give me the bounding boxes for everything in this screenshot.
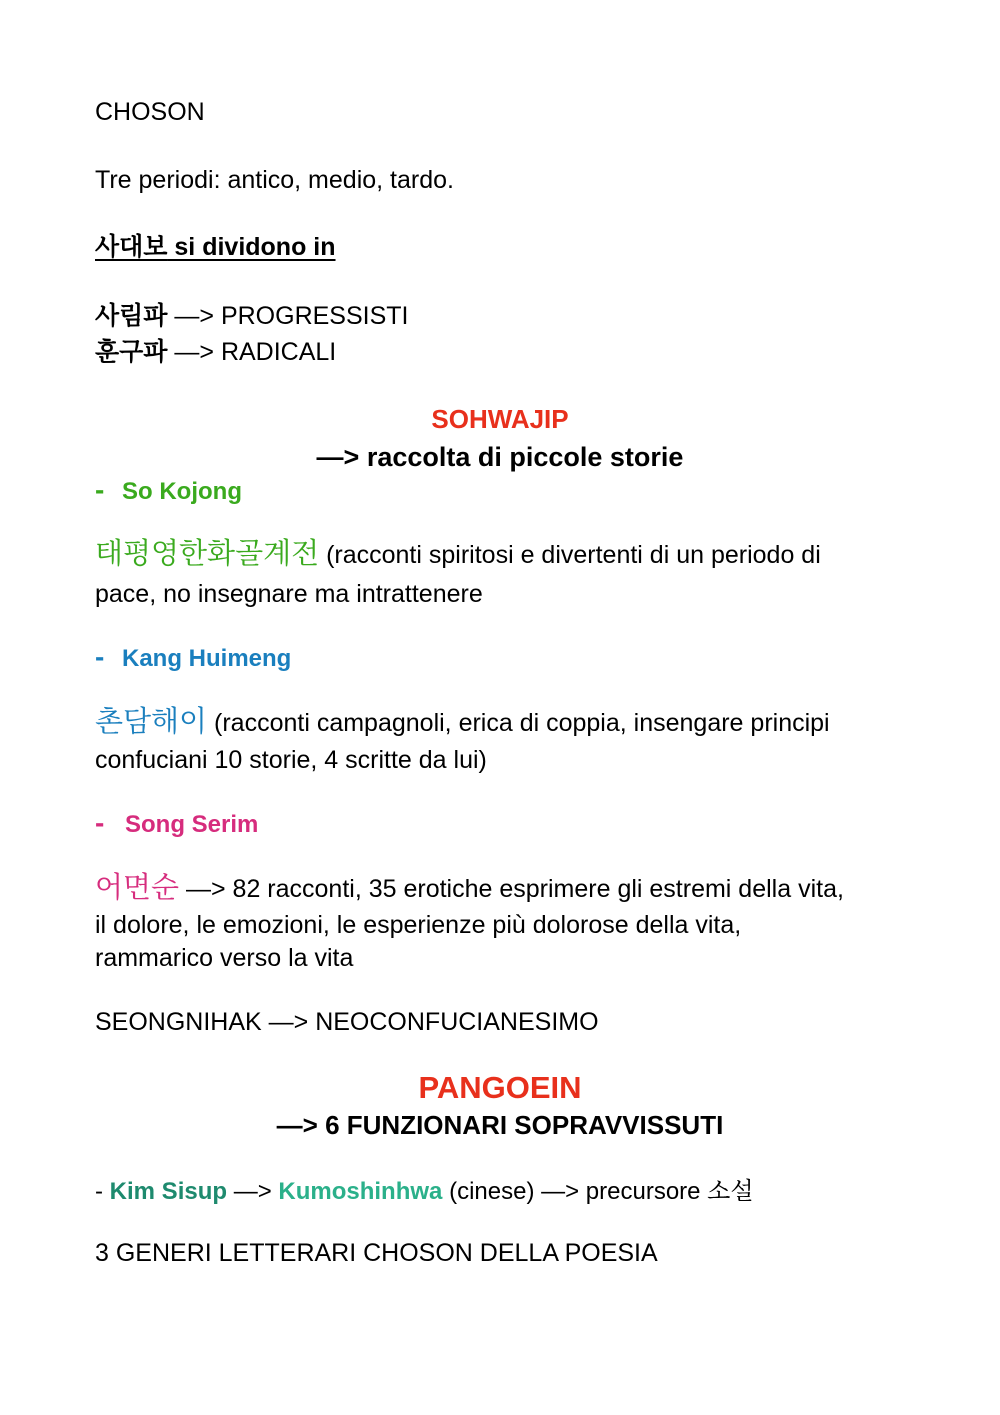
work-desc: (cinese) —> precursore 소설 (442, 1178, 754, 1205)
author-song-serim (95, 807, 258, 841)
faction-line-1 (95, 300, 408, 332)
author-so-kojong (95, 474, 242, 508)
author-name: Kim Sisup (109, 1178, 228, 1205)
bullet-dash: - (95, 474, 105, 505)
bullet-dash: - (95, 807, 105, 838)
work-line-1a (95, 538, 821, 571)
work-korean: 태평영한화골계전 (95, 538, 320, 570)
periods-line: Tre periodi: antico, medio, tardo. (95, 166, 454, 194)
work-line-1b: pace, no insegnare ma intrattenere (95, 580, 483, 608)
divide-korean: 사대보 (95, 233, 168, 261)
faction-2-korean: 훈구파 (95, 338, 168, 366)
author-name: Song Serim (125, 811, 259, 838)
work-korean: 촌담해이 (95, 706, 208, 738)
bullet-dash: - (95, 641, 105, 672)
work-line-2b: confuciani 10 storie, 4 scritte da lui) (95, 746, 487, 774)
author-name: Kang Huimeng (122, 645, 292, 672)
work-line-3c: rammarico verso la vita (95, 944, 354, 972)
work-line-3a (95, 872, 844, 905)
sohwajip-title: SOHWAJIP (431, 404, 569, 434)
work-line-3b: il dolore, le emozioni, le esperienze più dolorose della vita, (95, 911, 742, 939)
faction-line-2 (95, 336, 336, 368)
work-desc: —> 82 racconti, 35 erotiche esprimere gli estremi della vita, (179, 875, 844, 903)
work-korean: 어면순 (95, 872, 180, 904)
faction-1-korean: 사림파 (95, 302, 168, 330)
work-desc: (racconti spiritosi e divertenti di un periodo di (319, 541, 821, 569)
generi-line: 3 GENERI LETTERARI CHOSON DELLA POESIA (95, 1239, 658, 1267)
doc-title: CHOSON (95, 98, 205, 126)
pangoein-subtitle: —> 6 FUNZIONARI SOPRAVVISSUTI (276, 1110, 724, 1140)
work-desc: (racconti campagnoli, erica di coppia, insengare principi (207, 709, 830, 737)
seongnihak-line: SEONGNIHAK —> NEOCONFUCIANESIMO (95, 1008, 599, 1036)
author-kang-huimeng (95, 641, 291, 675)
bullet-prefix: - (95, 1178, 110, 1205)
pangoein-title: PANGOEIN (418, 1070, 582, 1105)
arrow: —> (227, 1178, 279, 1205)
faction-2-text: —> RADICALI (167, 338, 337, 366)
work-title: Kumoshinhwa (278, 1178, 443, 1205)
author-name: So Kojong (122, 478, 242, 505)
sohwajip-subtitle: —> raccolta di piccole storie (316, 442, 684, 472)
kim-sisup-line (95, 1176, 754, 1208)
faction-1-text: —> PROGRESSISTI (167, 302, 409, 330)
divide-heading (95, 231, 336, 263)
work-line-2a (95, 706, 830, 739)
divide-text: si dividono in (167, 233, 336, 261)
